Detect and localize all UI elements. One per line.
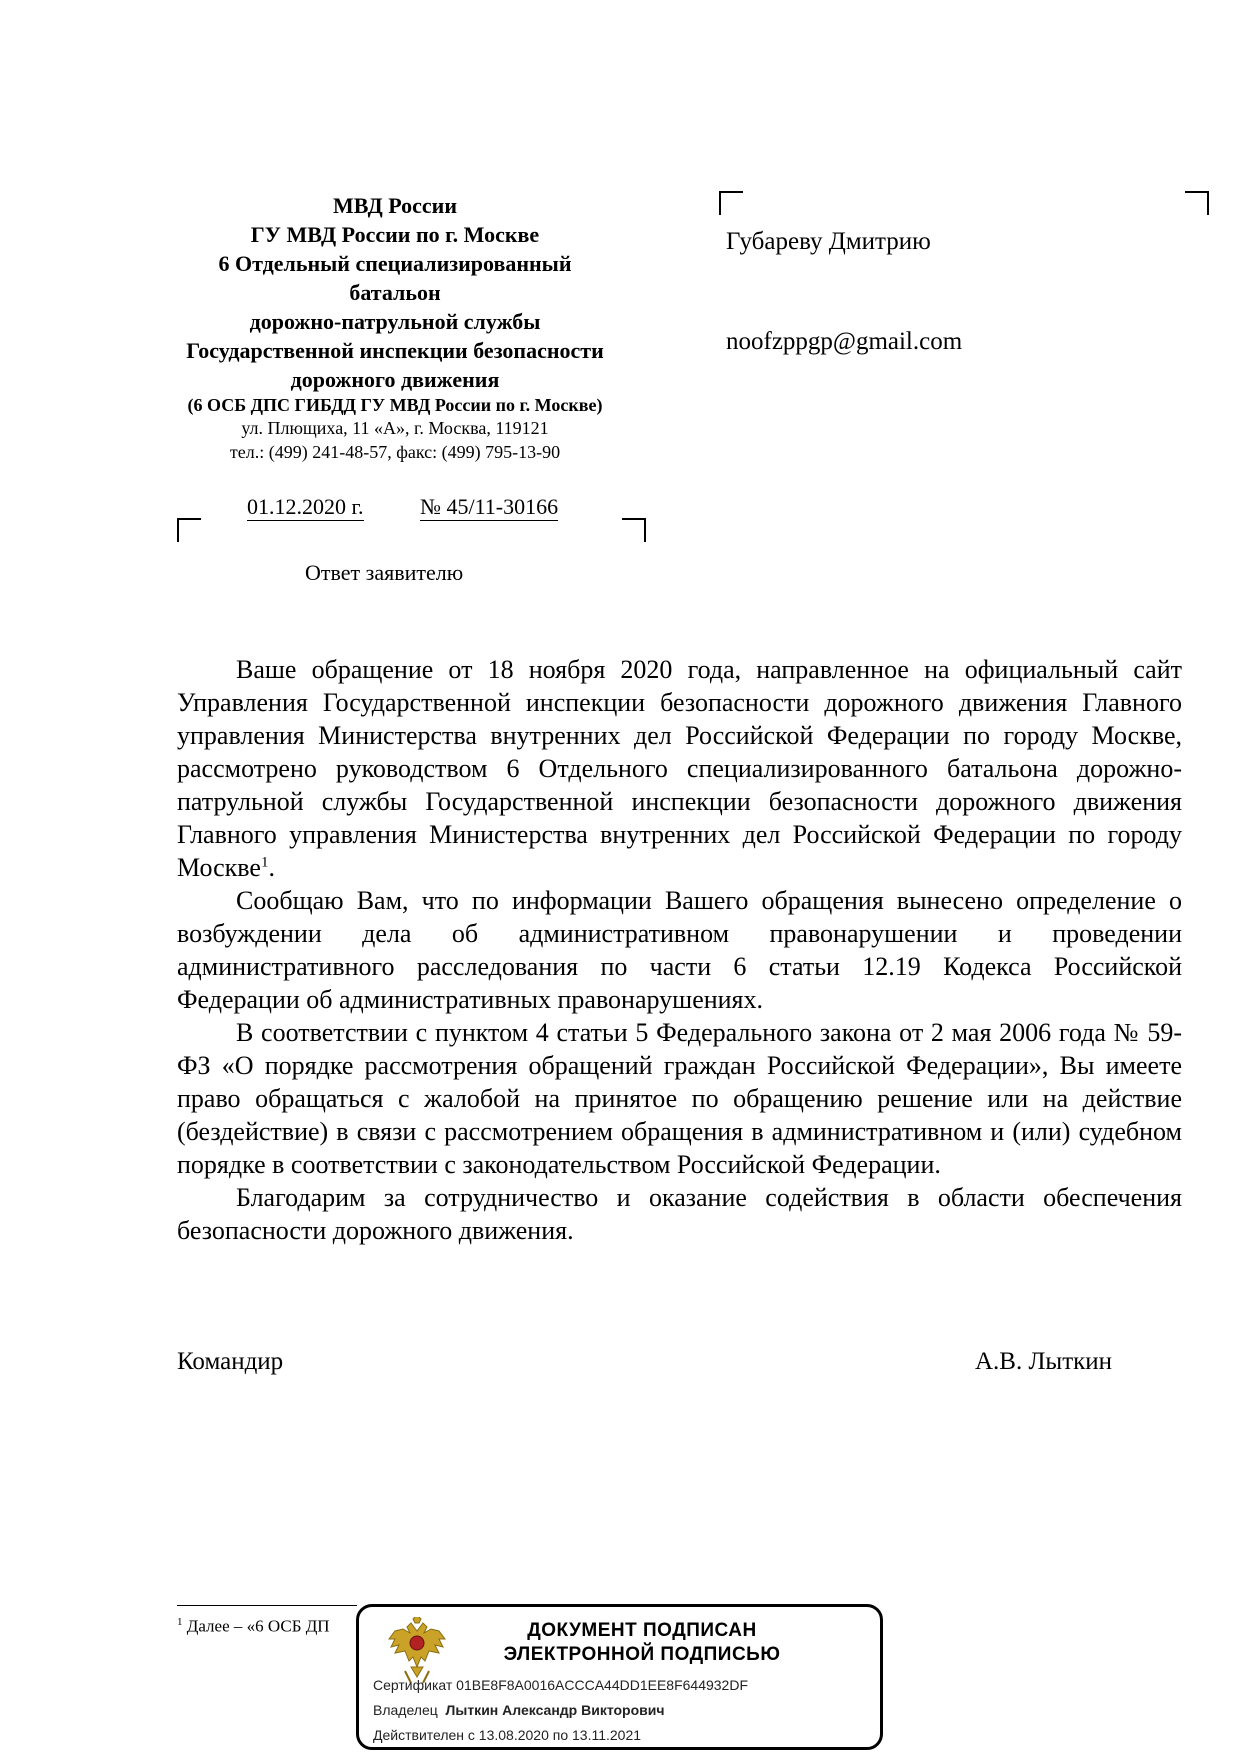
letter-body: [177, 653, 1182, 1247]
header-abbreviation: (6 ОСБ ДПС ГИБДД ГУ МВД России по г. Москве): [187, 395, 603, 415]
header-line: дорожного движения: [290, 367, 500, 392]
header-phones: тел.: (499) 241-48-57, факс: (499) 795-13-90: [229, 442, 561, 462]
header-line: 6 Отдельный специализированный: [218, 251, 572, 276]
registration-corner-right: [622, 518, 646, 542]
signatory-name: А.В. Лыткин: [975, 1348, 1113, 1375]
addressee-corner-left: [719, 191, 743, 215]
addressee-email: noofzppgp@gmail.com: [726, 328, 963, 355]
body-paragraph: Сообщаю Вам, что по информации Вашего обращения вынесено определение о возбуждении дела об административном правонарушении и проведении административного расследования по части 6 статьи 12.19 Кодекса Российской Федерации об административных правонарушениях.: [177, 886, 1182, 1014]
header-line: ГУ МВД России по г. Москве: [250, 222, 540, 247]
body-paragraph: В соответствии с пунктом 4 статьи 5 Федерального закона от 2 мая 2006 года № 59-ФЗ «О порядке рассмотрения обращений граждан Российской Федерации», Вы имеете право обращаться с жалобой на принятое по обращению решение или на действие (бездействие) в связи с рассмотрением обращения в административном и (или) судебном порядке в соответствии с законодательством Российской Федерации.: [177, 1018, 1182, 1179]
electronic-signature-stamp: [356, 1604, 883, 1750]
sender-header: [150, 191, 640, 464]
body-paragraph: Благодарим за сотрудничество и оказание содействия в области обеспечения безопасности дорожного движения.: [177, 1183, 1182, 1245]
footnote: $^1$ Далее – «6 ОСБ ДП: [177, 1616, 330, 1636]
header-line: батальон: [349, 280, 441, 305]
header-line: МВД России: [332, 193, 457, 218]
letter-subject: Ответ заявителю: [305, 560, 464, 585]
addressee-name: Губареву Дмитрию: [726, 228, 931, 255]
footnote-reference: 1: [260, 854, 269, 871]
addressee-corner-right: [1185, 191, 1209, 215]
stamp-certificate: Сертификат 01BE8F8A0016ACCCA44DD1EE8F644932DF: [373, 1677, 749, 1693]
registration-corner-left: [177, 518, 201, 542]
double-headed-eagle-icon: [385, 1617, 449, 1685]
header-address: ул. Плющиха, 11 «А», г. Москва, 119121: [241, 418, 549, 438]
registration-date: 01.12.2020 г.: [247, 494, 364, 519]
footnote-separator: [177, 1605, 357, 1606]
body-paragraph: Ваше обращение от 18 ноября 2020 года, направленное на официальный сайт Управления Государственной инспекции безопасности дорожного движения Главного управления Министерства внутренних дел Российской Федерации по городу Москве, рассмотрено руководством 6 Отдельного специализированного батальона дорожно-патрульной службы Государственной инспекции безопасности дорожного движения Главного управления Министерства внутренних дел Российской Федерации по городу Москве$^1$.: [177, 655, 1182, 882]
stamp-title: ДОКУМЕНТ ПОДПИСАН ЭЛЕКТРОННОЙ ПОДПИСЬЮ: [503, 1620, 781, 1665]
header-line: дорожно-патрульной службы: [249, 309, 541, 334]
stamp-owner: Владелец Лыткин Александр Викторович: [373, 1702, 665, 1718]
signatory-role: Командир: [177, 1348, 284, 1375]
stamp-validity: Действителен с 13.08.2020 по 13.11.2021: [373, 1727, 642, 1743]
registration-number: № 45/11-30166: [420, 494, 559, 519]
header-line: Государственной инспекции безопасности: [186, 338, 604, 363]
